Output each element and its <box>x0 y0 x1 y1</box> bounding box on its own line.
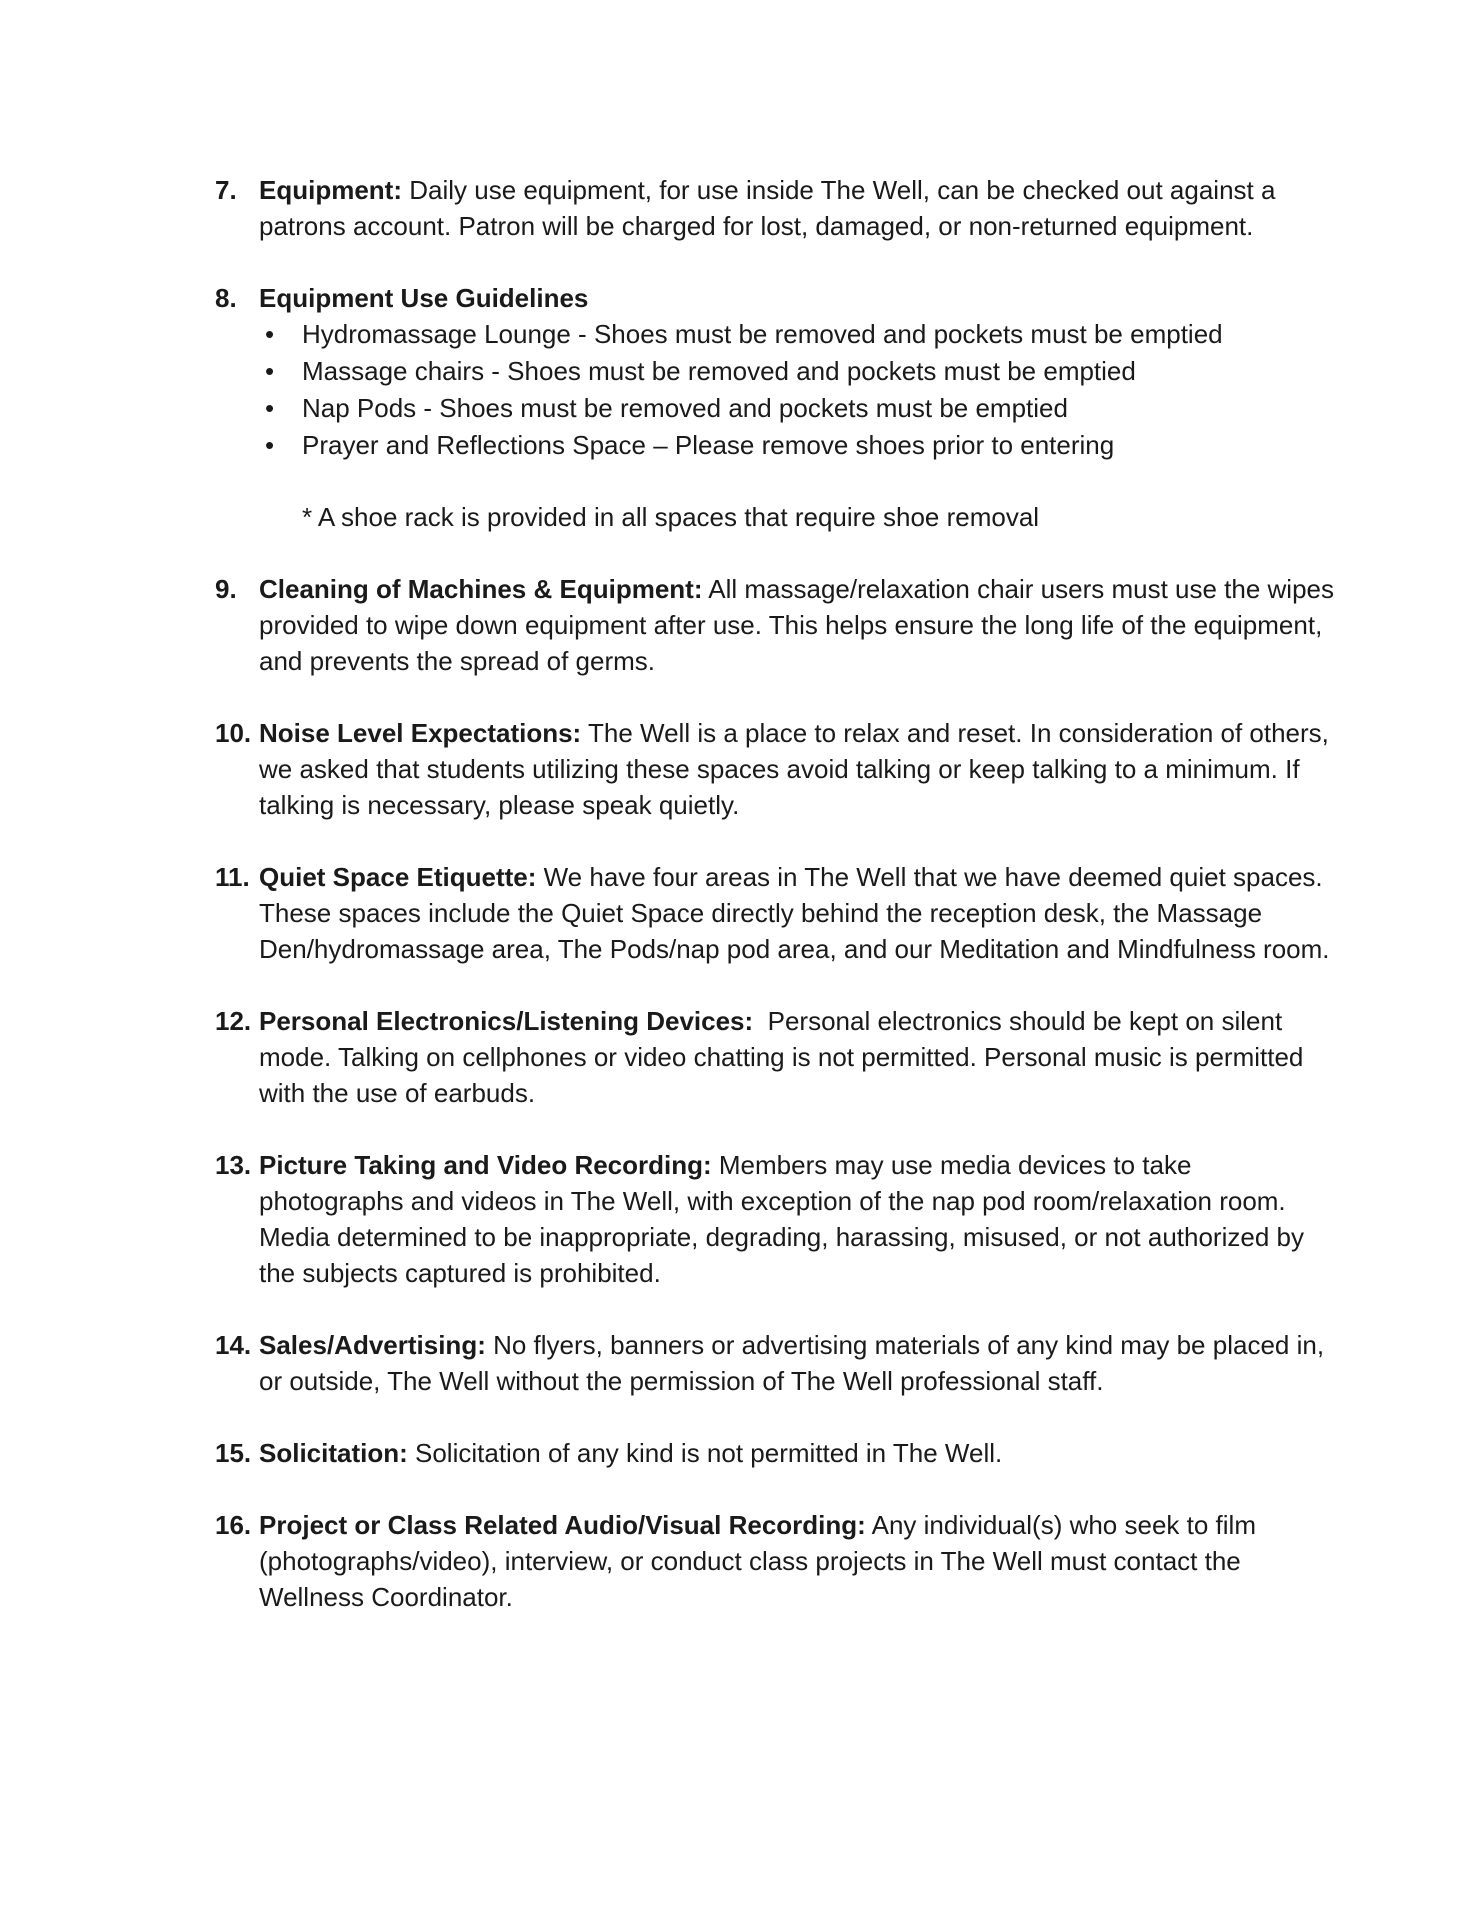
rule-14-sales-advertising <box>215 1327 1335 1399</box>
rule-9-cleaning <box>215 571 1335 679</box>
rule-title: Equipment Use Guidelines <box>259 283 589 313</box>
rule-title: Quiet Space Etiquette: <box>259 862 537 892</box>
list-item-text: Massage chairs - Shoes must be removed and pockets must be emptied <box>302 356 1136 386</box>
bullet-icon: • <box>265 430 275 460</box>
rule-text: We have four areas in The Well that we have deemed quiet spaces. These spaces include the Quiet Space directly behind the reception desk, the Massage Den/hydromassage area, The Pods/nap pod area, and our Meditation and Mindfulness room. <box>259 862 1330 964</box>
rule-text: Daily use equipment, for use inside The Well, can be checked out against a patrons account. Patron will be charged for lost, damaged, or non-returned equipment. <box>259 175 1276 241</box>
rule-8-equipment-use-guidelines <box>215 280 1335 535</box>
rule-text: All massage/relaxation chair users must use the wipes provided to wipe down equipment after use. This helps ensure the long life of the equipment, and prevents the spread of germs. <box>259 574 1334 676</box>
list-item <box>215 316 1335 353</box>
rule-12-personal-electronics <box>215 1003 1335 1111</box>
rule-number: 15. <box>215 1438 252 1468</box>
rule-7-equipment <box>215 172 1335 244</box>
rule-15-solicitation <box>215 1435 1335 1471</box>
list-item <box>215 353 1335 390</box>
rule-number: 13. <box>215 1150 252 1180</box>
rule-title: Project or Class Related Audio/Visual Recording: <box>259 1510 866 1540</box>
rule-title: Picture Taking and Video Recording: <box>259 1150 712 1180</box>
rule-number: 14. <box>215 1330 252 1360</box>
rule-number: 8. <box>215 283 237 313</box>
rule-text: Personal electronics should be kept on silent mode. Talking on cellphones or video chatting is not permitted. Personal music is permitted with the use of earbuds. <box>259 1006 1311 1108</box>
rule-number: 10. <box>215 718 252 748</box>
rule-number: 16. <box>215 1510 252 1540</box>
rule-title: Sales/Advertising: <box>259 1330 486 1360</box>
guidelines-list <box>215 316 1335 464</box>
rule-text: The Well is a place to relax and reset. In consideration of others, we asked that students utilizing these spaces avoid talking or keep talking to a minimum. If talking is necessary, please speak quietly. <box>259 718 1329 820</box>
rule-number: 7. <box>215 175 237 205</box>
bullet-icon: • <box>265 393 275 423</box>
rule-10-noise-level <box>215 715 1335 823</box>
list-item-text: Prayer and Reflections Space – Please remove shoes prior to entering <box>302 430 1115 460</box>
rule-title: Equipment: <box>259 175 402 205</box>
rule-11-quiet-space <box>215 859 1335 967</box>
rule-text: Solicitation of any kind is not permitted in The Well. <box>407 1438 1003 1468</box>
rule-title: Cleaning of Machines & Equipment: <box>259 574 703 604</box>
rule-number: 9. <box>215 574 237 604</box>
list-item <box>215 390 1335 427</box>
rule-text: No flyers, banners or advertising materials of any kind may be placed in, or outside, The Well without the permission of The Well professional staff. <box>259 1330 1325 1396</box>
list-item <box>215 427 1335 464</box>
rule-text: Members may use media devices to take photographs and videos in The Well, with exception of the nap pod room/relaxation room. Media determined to be inappropriate, degrading, harassing, misused, or not authorized by the subjects captured is prohibited. <box>259 1150 1304 1288</box>
rule-16-project-recording <box>215 1507 1335 1615</box>
rule-number: 12. <box>215 1006 252 1036</box>
list-item-text: Hydromassage Lounge - Shoes must be removed and pockets must be emptied <box>302 319 1223 349</box>
rule-title: Solicitation: <box>259 1438 408 1468</box>
rule-number: 11. <box>215 862 250 892</box>
bullet-icon: • <box>265 356 275 386</box>
list-item-text: Nap Pods - Shoes must be removed and pockets must be emptied <box>302 393 1068 423</box>
document-page <box>215 172 1335 1651</box>
rule-title: Noise Level Expectations: <box>259 718 582 748</box>
rule-13-picture-taking <box>215 1147 1335 1291</box>
bullet-icon: • <box>265 319 275 349</box>
rule-title: Personal Electronics/Listening Devices: <box>259 1006 754 1036</box>
rule-text: Any individual(s) who seek to film (photographs/video), interview, or conduct class projects in The Well must contact the Wellness Coordinator. <box>259 1510 1256 1612</box>
shoe-rack-note: * A shoe rack is provided in all spaces that require shoe removal <box>302 502 1040 532</box>
